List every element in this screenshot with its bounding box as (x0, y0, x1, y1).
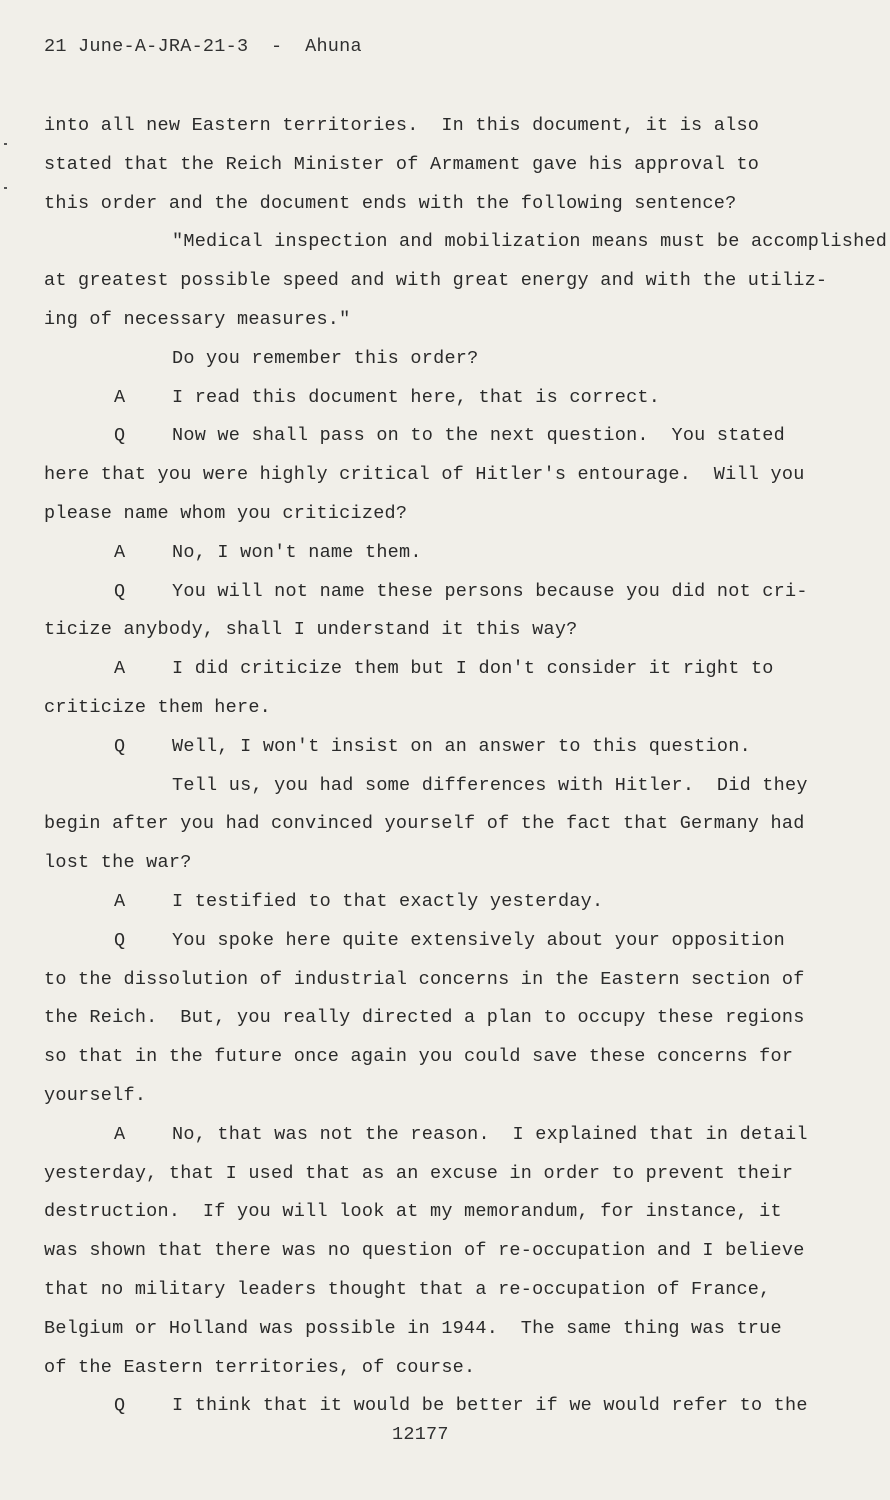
line-text: begin after you had convinced yourself of the fact that Germany had (44, 813, 805, 835)
question-marker: Q (114, 735, 126, 757)
line-text: criticize them here. (44, 696, 272, 718)
transcript-line (44, 767, 844, 806)
answer-marker: A (114, 541, 126, 563)
transcript-line (44, 883, 844, 922)
page-number: 12177 (392, 1424, 449, 1445)
line-text: destruction. If you will look at my memorandum, for instance, it (44, 1201, 782, 1223)
question-marker: Q (114, 1395, 126, 1417)
question-marker: Q (114, 425, 126, 447)
transcript-line (44, 379, 844, 418)
line-text: I testified to that exactly yesterday. (172, 890, 604, 912)
transcript-line (44, 805, 844, 844)
line-text: was shown that there was no question of re-occupation and I believe (44, 1240, 805, 1262)
answer-marker: A (114, 1123, 126, 1145)
transcript-line (44, 689, 844, 728)
transcript-line (44, 1310, 844, 1349)
transcript-line (44, 650, 844, 689)
line-text: Well, I won't insist on an answer to this question. (172, 735, 751, 757)
line-text: Do you remember this order? (172, 347, 479, 369)
line-text: No, that was not the reason. I explained that in detail (172, 1123, 808, 1145)
line-text: the Reich. But, you really directed a plan to occupy these regions (44, 1007, 805, 1029)
transcript-line (44, 611, 844, 650)
transcript-line (44, 301, 844, 340)
transcript-line (44, 844, 844, 883)
transcript-line (44, 1038, 844, 1077)
line-text: You will not name these persons because you did not cri- (172, 580, 808, 602)
line-text: to the dissolution of industrial concerns in the Eastern section of (44, 968, 805, 990)
line-text: yourself. (44, 1084, 147, 1106)
line-text: ing of necessary measures." (44, 308, 351, 330)
line-text: ticize anybody, shall I understand it this way? (44, 619, 578, 641)
transcript-line (44, 1349, 844, 1388)
question-marker: Q (114, 580, 126, 602)
transcript-line (44, 417, 844, 456)
edge-mark (4, 143, 7, 145)
transcript-line (44, 961, 844, 1000)
transcript-line (44, 1232, 844, 1271)
line-text: Belgium or Holland was possible in 1944. The same thing was true (44, 1317, 782, 1339)
line-text: I did criticize them but I don't consider it right to (172, 658, 774, 680)
transcript-line (44, 999, 844, 1038)
transcript-line (44, 340, 844, 379)
page-header: 21 June-A-JRA-21-3 - Ahuna (44, 36, 362, 57)
transcript-line (44, 1193, 844, 1232)
answer-marker: A (114, 386, 126, 408)
question-marker: Q (114, 929, 126, 951)
transcript-line (44, 1077, 844, 1116)
transcript-line (44, 1155, 844, 1194)
line-text: of the Eastern territories, of course. (44, 1356, 476, 1378)
line-text: at greatest possible speed and with great energy and with the utiliz- (44, 270, 828, 292)
transcript-line (44, 223, 888, 262)
line-text: into all new Eastern territories. In this document, it is also (44, 115, 760, 136)
transcript-line (44, 262, 844, 301)
line-text: this order and the document ends with the following sentence? (44, 192, 737, 214)
transcript-line (44, 495, 844, 534)
line-text: lost the war? (44, 852, 192, 874)
transcript-line (44, 185, 844, 224)
transcript-line (44, 146, 844, 185)
line-text: stated that the Reich Minister of Armament gave his approval to (44, 153, 760, 175)
transcript-line (44, 456, 844, 495)
transcript-line (44, 1271, 844, 1310)
transcript-line (44, 922, 844, 961)
edge-mark (4, 187, 7, 189)
transcript-line (44, 1387, 844, 1426)
line-text: please name whom you criticized? (44, 502, 408, 524)
line-text: so that in the future once again you could save these concerns for (44, 1046, 794, 1068)
line-text: I read this document here, that is correct. (172, 386, 661, 408)
line-text: that no military leaders thought that a re-occupation of France, (44, 1278, 771, 1300)
line-text: "Medical inspection and mobilization means must be accomplished (172, 231, 888, 253)
answer-marker: A (114, 658, 126, 680)
line-text: Tell us, you had some differences with Hitler. Did they (172, 774, 808, 796)
line-text: I think that it would be better if we would refer to the (172, 1395, 808, 1417)
transcript-line (44, 1116, 844, 1155)
transcript-line (44, 728, 844, 767)
line-text: No, I won't name them. (172, 541, 422, 563)
transcript-line (44, 107, 844, 146)
transcript-body (44, 107, 888, 1426)
answer-marker: A (114, 890, 126, 912)
line-text: yesterday, that I used that as an excuse in order to prevent their (44, 1162, 794, 1184)
line-text: here that you were highly critical of Hitler's entourage. Will you (44, 464, 805, 486)
transcript-line (44, 534, 844, 573)
transcript-line (44, 573, 844, 612)
line-text: You spoke here quite extensively about your opposition (172, 929, 785, 951)
line-text: Now we shall pass on to the next question. You stated (172, 425, 785, 447)
